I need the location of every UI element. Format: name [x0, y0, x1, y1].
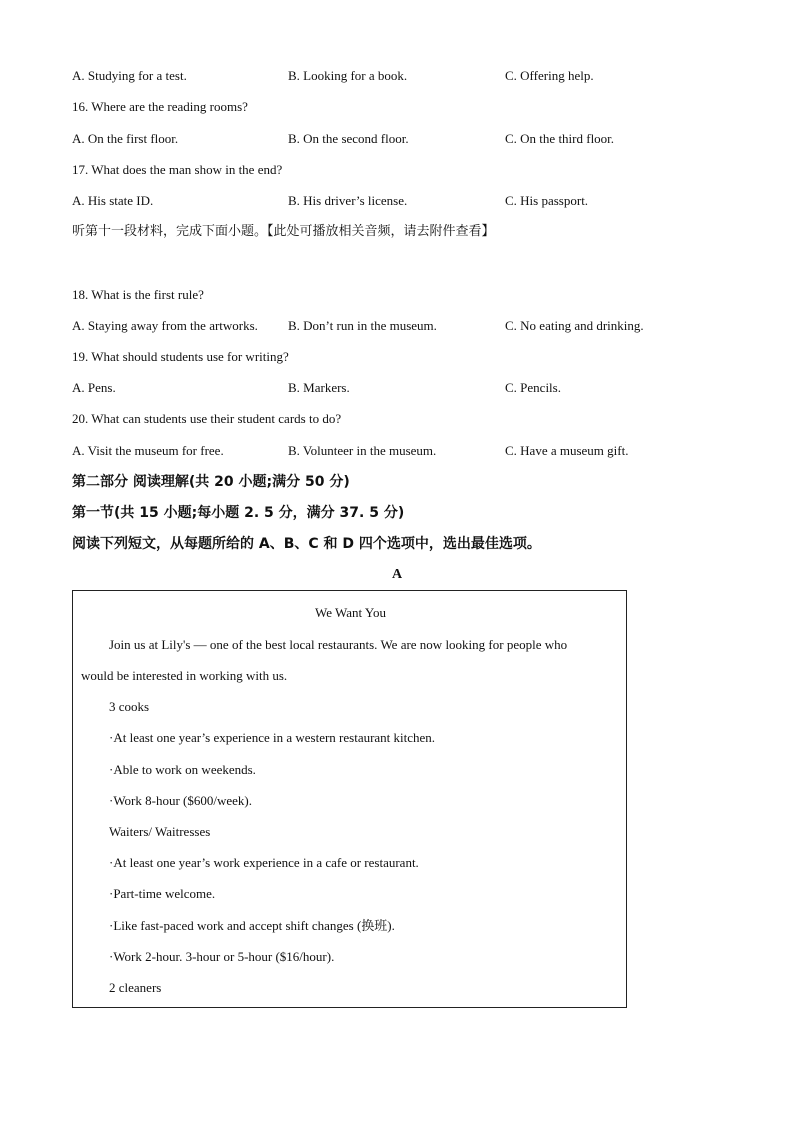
q18-option-b: B. Don’t run in the museum.: [288, 318, 437, 333]
ad-intro-line1: Join us at Lily's — one of the best local restaurants. We are now looking for people who: [109, 637, 568, 652]
q15-option-b: B. Looking for a book.: [288, 68, 408, 83]
waiters-heading: Waiters/ Waitresses: [109, 824, 211, 839]
cooks-item: ·Work 8-hour ($600/week).: [109, 793, 252, 808]
section1-heading: 第一节(共 15 小题;每小题 2. 5 分，满分 37. 5 分): [72, 505, 405, 521]
q16-option-c: C. On the third floor.: [505, 131, 615, 146]
q19-option-a: A. Pens.: [72, 380, 116, 395]
cooks-heading: 3 cooks: [109, 699, 150, 714]
q17-option-b: B. His driver’s license.: [288, 193, 408, 208]
cooks-item: ·At least one year’s experience in a western restaurant kitchen.: [109, 730, 436, 745]
q17-question: 17. What does the man show in the end?: [72, 162, 283, 177]
q16-option-a: A. On the first floor.: [72, 131, 179, 146]
q18-option-a: A. Staying away from the artworks.: [72, 318, 258, 333]
q15-option-a: A. Studying for a test.: [72, 68, 187, 83]
q19-option-b: B. Markers.: [288, 380, 350, 395]
q17-option-a: A. His state ID.: [72, 193, 154, 208]
q20-option-b: B. Volunteer in the museum.: [288, 443, 437, 458]
q16-option-b: B. On the second floor.: [288, 131, 409, 146]
waiters-item: ·Like fast-paced work and accept shift changes (换班).: [109, 918, 395, 933]
waiters-item: ·Part-time welcome.: [109, 886, 216, 901]
ad-intro-line2: would be interested in working with us.: [81, 668, 288, 683]
q15-option-c: C. Offering help.: [505, 68, 594, 83]
cleaners-heading: 2 cleaners: [109, 980, 162, 995]
job-ad-box: [72, 590, 627, 1008]
q16-question: 16. Where are the reading rooms?: [72, 99, 248, 114]
q18-option-c: C. No eating and drinking.: [505, 318, 644, 333]
q18-question: 18. What is the first rule?: [72, 287, 204, 302]
q19-option-c: C. Pencils.: [505, 380, 561, 395]
reading-instruction: 阅读下列短文，从每题所给的 A、B、C 和 D 四个选项中，选出最佳选项。: [72, 536, 541, 552]
q20-option-c: C. Have a museum gift.: [505, 443, 629, 458]
ad-title: We Want You: [315, 605, 386, 620]
q17-option-c: C. His passport.: [505, 193, 589, 208]
passage-letter: A: [391, 567, 403, 582]
q20-question: 20. What can students use their student cards to do?: [72, 411, 342, 426]
waiters-item: ·At least one year’s work experience in a cafe or restaurant.: [109, 855, 419, 870]
part2-heading: 第二部分 阅读理解(共 20 小题;满分 50 分): [72, 474, 350, 490]
cooks-item: ·Able to work on weekends.: [109, 762, 256, 777]
q20-option-a: A. Visit the museum for free.: [72, 443, 224, 458]
listening-instruction-11: 听第十一段材料，完成下面小题。【此处可播放相关音频，请去附件查看】: [72, 224, 495, 239]
waiters-item: ·Work 2-hour. 3-hour or 5-hour ($16/hour).: [109, 949, 335, 964]
q19-question: 19. What should students use for writing?: [72, 349, 289, 364]
